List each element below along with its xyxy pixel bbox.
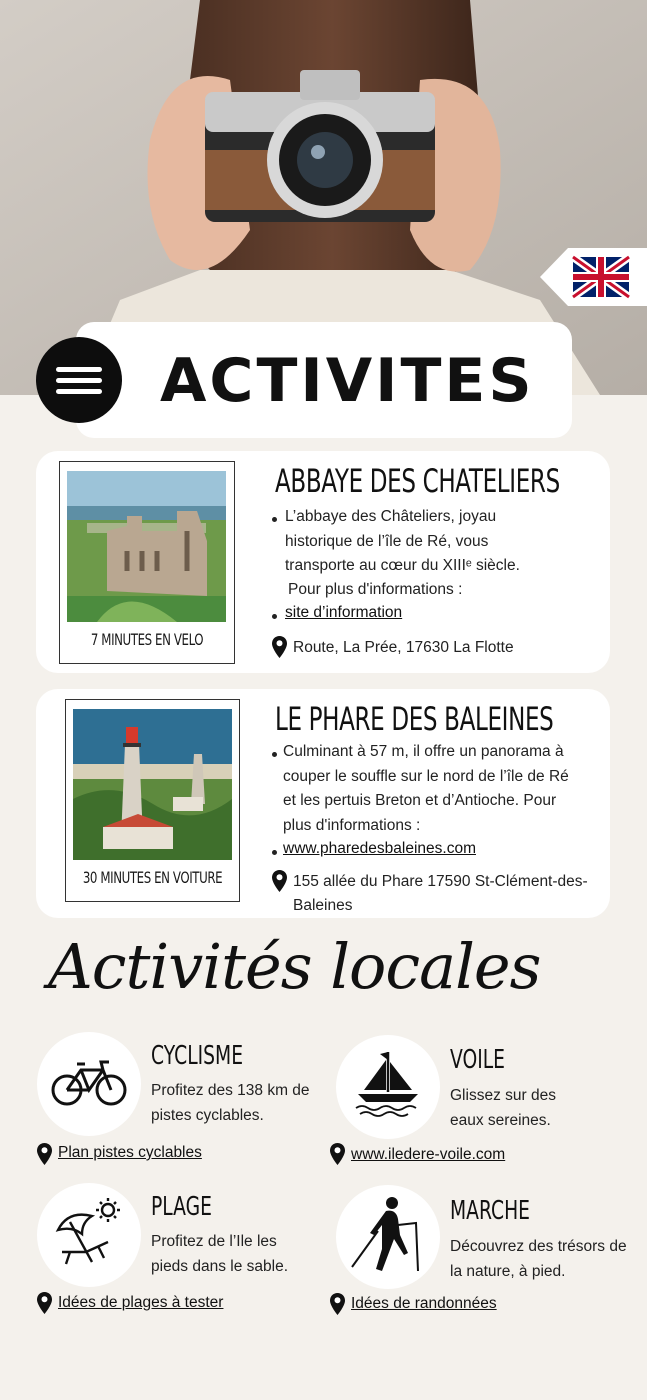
place-description: Culminant à 57 m, il offre un panorama à couper le souffle sur le nord de l’île de Ré et les pertuis Breton et d’Antioche. Pour plus d'informations : (283, 743, 569, 834)
place-title: LE PHARE DES BALEINES (275, 700, 554, 738)
local-activities-title: Activités locales (48, 930, 541, 1003)
location-pin-icon (330, 1293, 345, 1315)
activity-desc: Profitez de l’Ile les (151, 1233, 277, 1250)
beach-ideas-link[interactable]: Idées de plages à tester (58, 1294, 224, 1311)
activity-desc: la nature, à pied. (450, 1263, 566, 1280)
place-photo-frame (65, 699, 240, 902)
bicycle-icon (51, 1060, 127, 1108)
place-address-line1: 155 allée du Phare 17590 St-Clément-des- (293, 873, 588, 890)
location-pin-icon (37, 1143, 52, 1165)
uk-flag-icon (573, 257, 629, 297)
photo-caption: 7 MINUTES EN VELO (90, 630, 204, 649)
phare-website-link[interactable]: www.pharedesbaleines.com (283, 840, 476, 857)
place-photo-frame (59, 461, 235, 664)
activity-title: VOILE (450, 1045, 505, 1075)
more-info-text: Pour plus d'informations : (288, 581, 463, 598)
activity-desc: Profitez des 138 km de (151, 1082, 310, 1099)
place-title: ABBAYE DES CHATELIERS (275, 462, 560, 500)
language-selector-button[interactable] (540, 248, 647, 306)
bullet (272, 614, 277, 619)
sailing-site-link[interactable]: www.iledere-voile.com (351, 1146, 506, 1163)
activity-desc: pieds dans le sable. (151, 1258, 289, 1275)
location-pin-icon (272, 870, 287, 892)
cycling-map-link[interactable]: Plan pistes cyclables (58, 1144, 202, 1161)
activity-desc: Découvrez des trésors de (450, 1238, 627, 1255)
phare-photo (73, 709, 232, 860)
place-address: Route, La Prée, 17630 La Flotte (293, 639, 514, 656)
activity-title: PLAGE (151, 1192, 212, 1222)
hiker-icon (348, 1195, 424, 1275)
activity-title: MARCHE (450, 1196, 531, 1226)
info-site-link[interactable]: site d’information (285, 604, 403, 621)
place-description: L’abbaye des Châteliers, joyau historique de l’île de Ré, vous transporte au cœur du XIIIᵉ siècle. (285, 508, 520, 574)
activity-desc: pistes cyclables. (151, 1107, 264, 1124)
photo-caption: 30 MINUTES EN VOITURE (82, 868, 223, 887)
location-pin-icon (272, 636, 287, 658)
activity-desc: Glissez sur des (450, 1087, 556, 1104)
bullet (272, 517, 277, 522)
activity-desc: eaux sereines. (450, 1112, 551, 1129)
bullet (272, 850, 277, 855)
bullet (272, 752, 277, 757)
place-address-line2: Baleines (293, 897, 353, 914)
location-pin-icon (330, 1143, 345, 1165)
location-pin-icon (37, 1292, 52, 1314)
activity-title: CYCLISME (151, 1041, 244, 1071)
beach-umbrella-icon (52, 1196, 128, 1272)
abbaye-photo (67, 471, 226, 622)
sailboat-icon (350, 1050, 426, 1118)
menu-button[interactable] (36, 337, 122, 423)
page-title: ACTIVITES (160, 346, 535, 416)
hiking-ideas-link[interactable]: Idées de randonnées (351, 1295, 497, 1312)
hamburger-menu-icon (56, 367, 102, 372)
